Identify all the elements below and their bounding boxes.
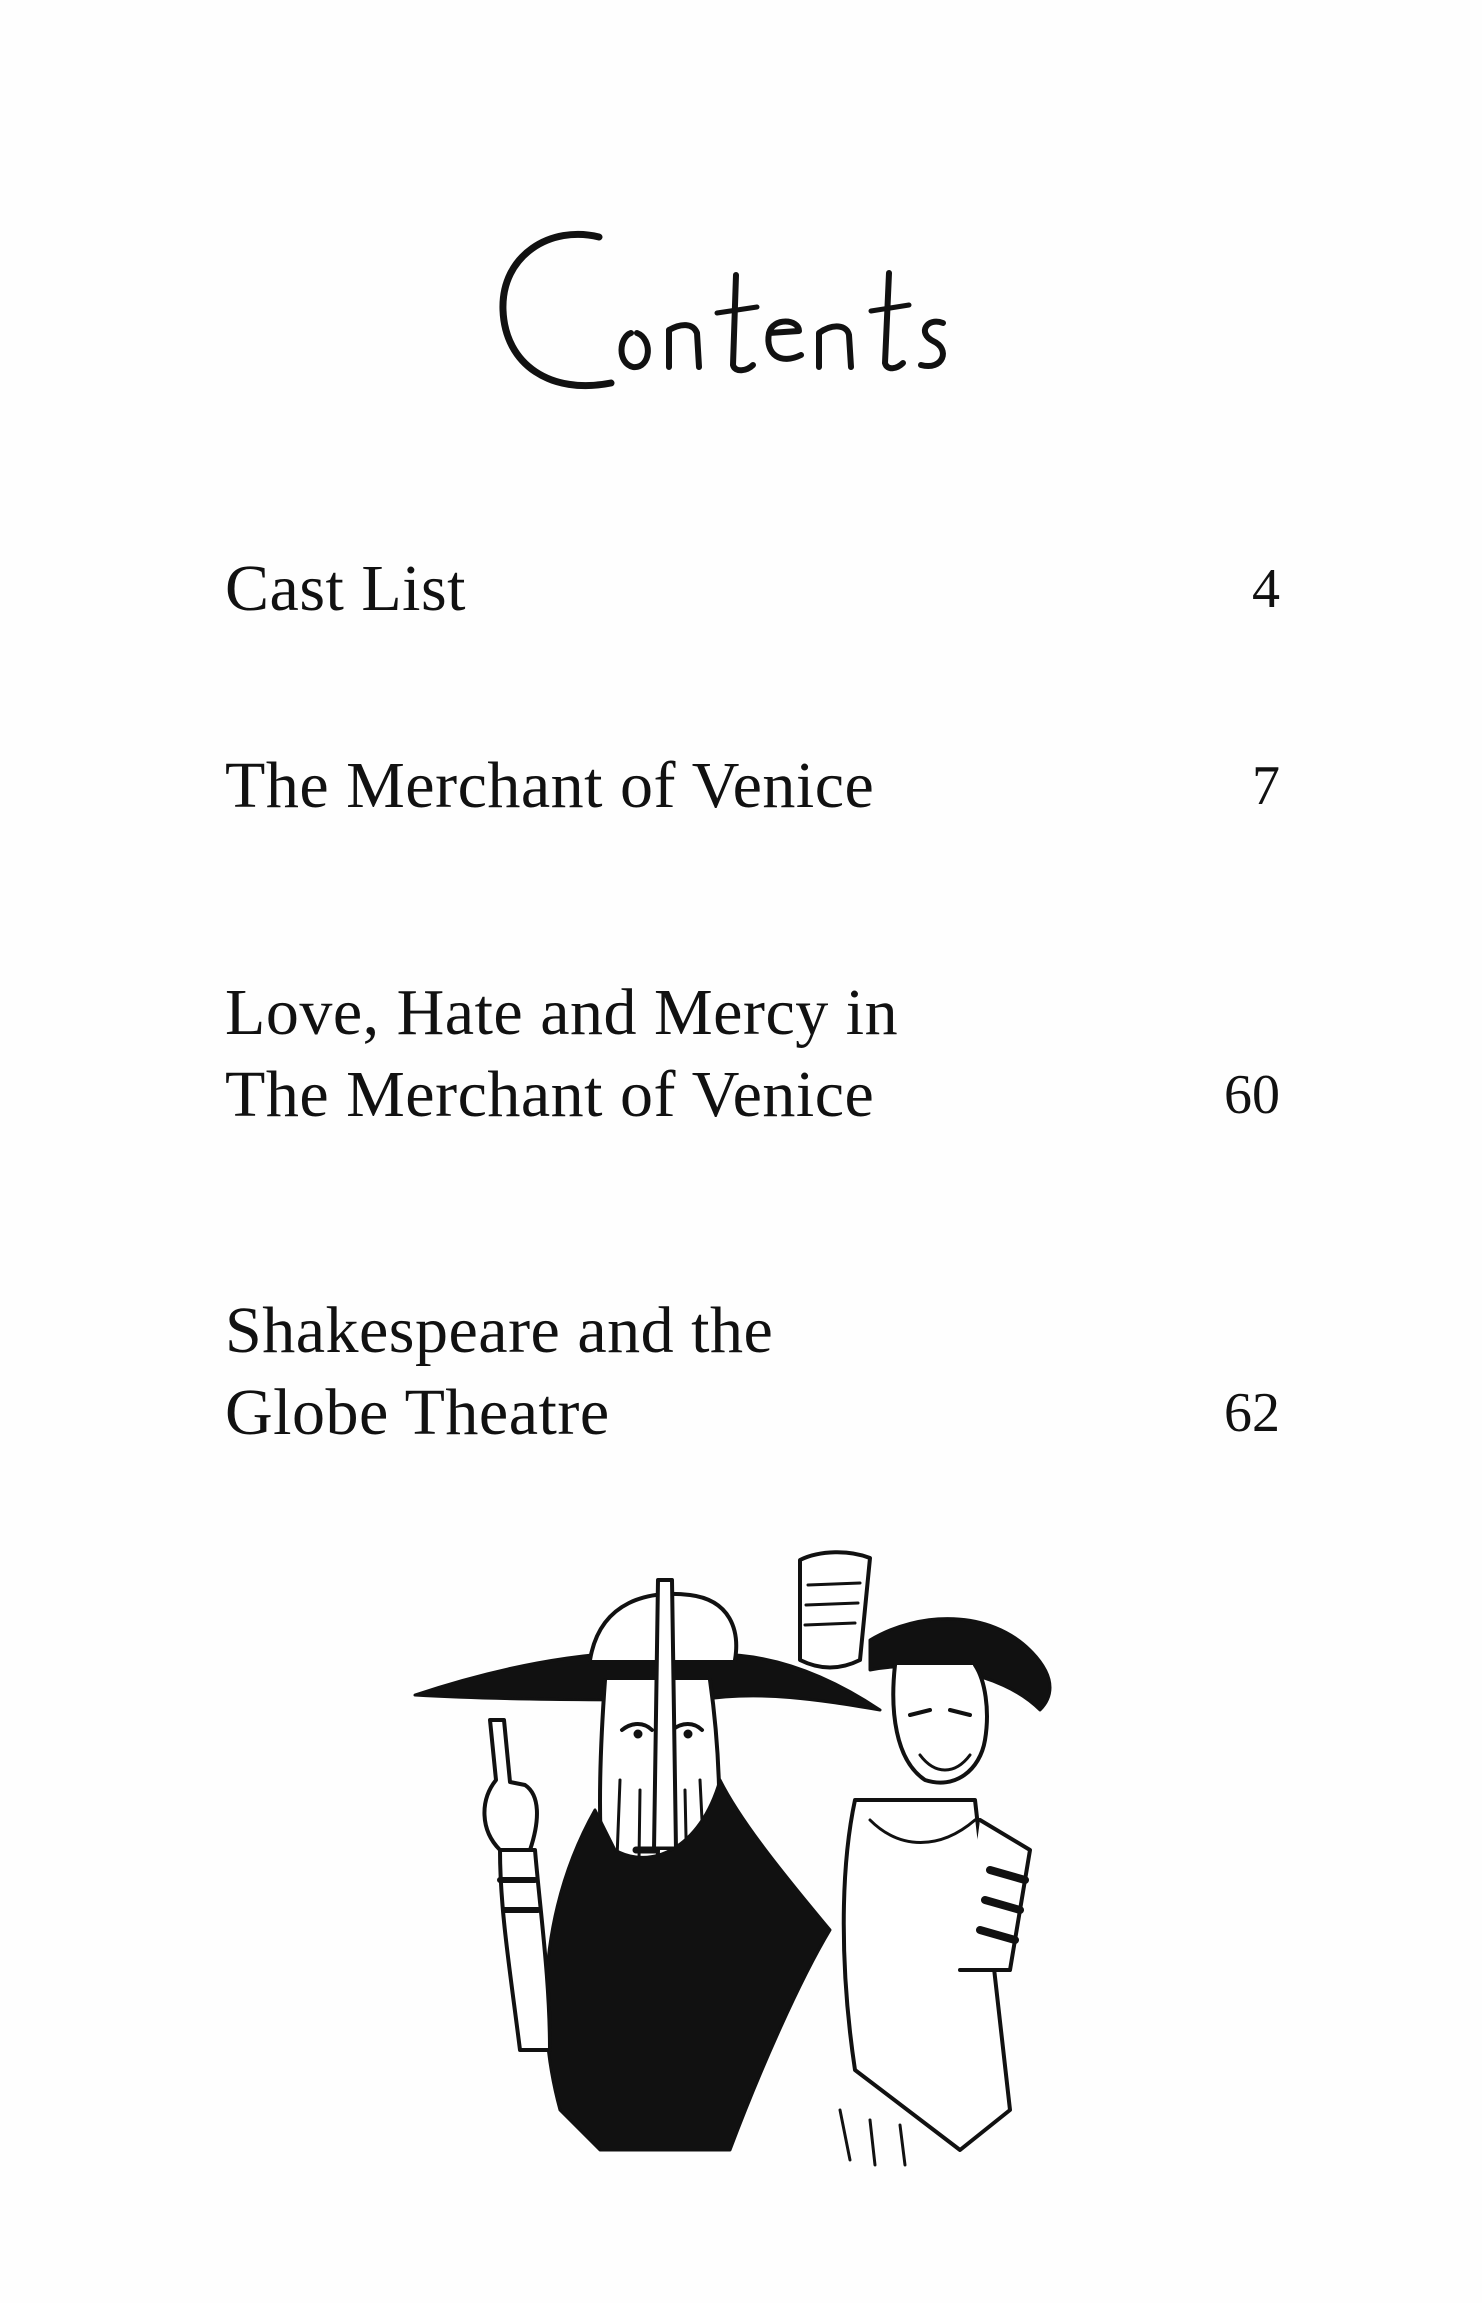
toc-entry-line: Globe Theatre	[225, 1376, 610, 1449]
toc-entry-title	[225, 972, 1280, 1136]
toc-entry[interactable]	[225, 1290, 1280, 1454]
toc-entry-line: Cast List	[225, 552, 467, 625]
character-illustration	[400, 1550, 1080, 2170]
toc-entry[interactable]	[225, 972, 1280, 1136]
toc-entry-line: The Merchant of Venice	[225, 1058, 875, 1131]
ink-drawing	[400, 1550, 1080, 2170]
toc-entry-title	[225, 1290, 1280, 1454]
toc-page-number: 62	[1224, 1382, 1280, 1444]
toc-entry[interactable]	[225, 745, 1280, 827]
toc-entry-line: Love, Hate and Mercy in	[225, 976, 899, 1049]
toc-entry[interactable]	[225, 548, 1280, 630]
toc-entry-title	[225, 745, 1280, 827]
hand-lettered-heading	[481, 215, 1001, 405]
contents-heading	[0, 215, 1482, 405]
toc-entry-line: The Merchant of Venice	[225, 749, 875, 822]
toc-entry-line: Shakespeare and the	[225, 1294, 774, 1367]
toc-page-number: 60	[1224, 1064, 1280, 1126]
toc-page-number: 7	[1252, 755, 1280, 817]
toc-entry-title	[225, 548, 1280, 630]
toc-page-number: 4	[1252, 558, 1280, 620]
